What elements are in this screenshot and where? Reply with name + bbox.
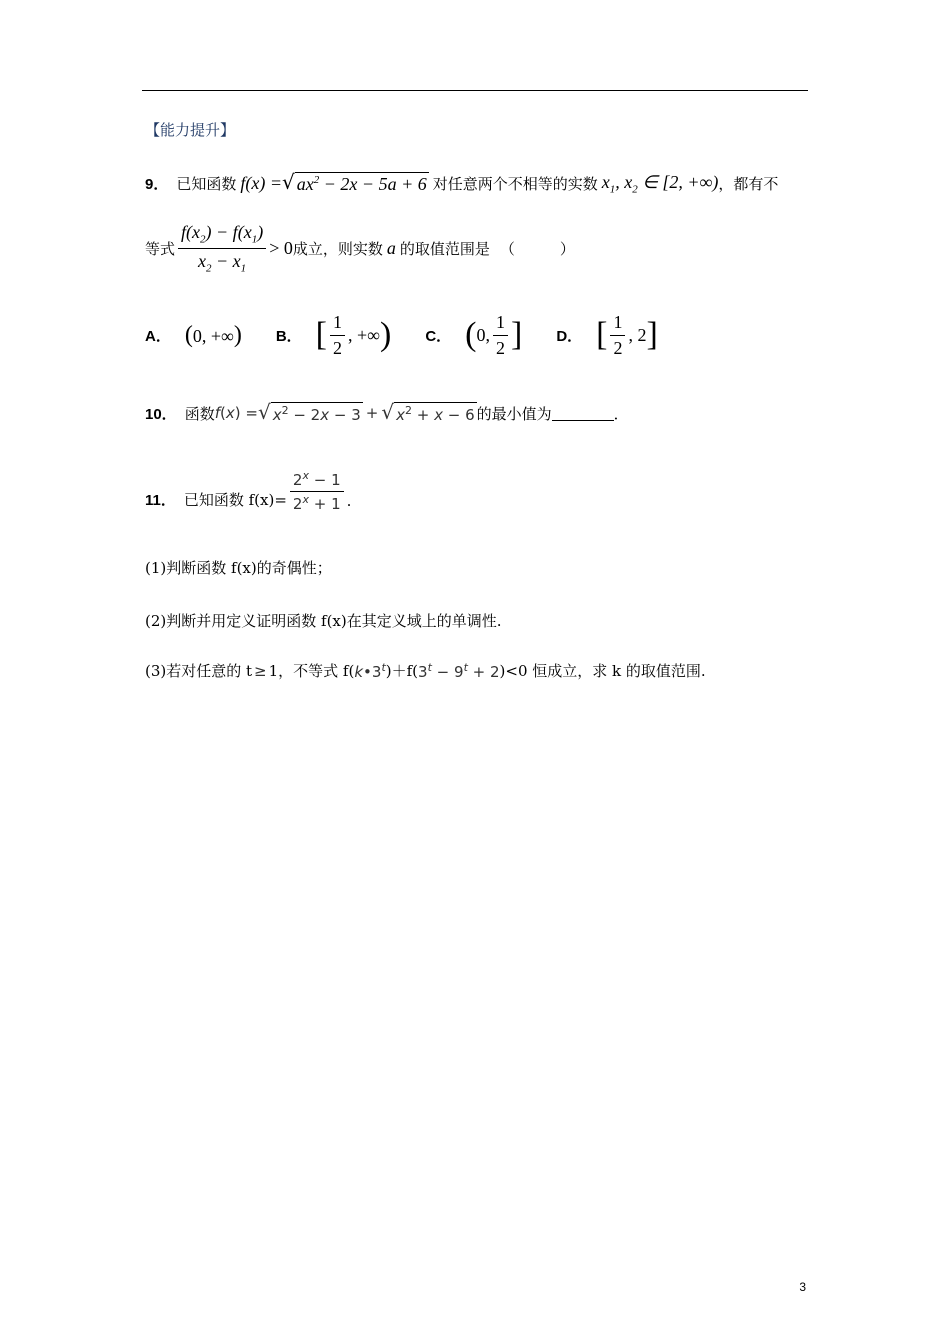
q9-sqrt: √ $ax^2 - 2x - 5a + 6$	[282, 170, 427, 195]
q11-part2: (2)判断并用定义证明函数 f(x)在其定义域上的单调性.	[145, 612, 502, 630]
q9-text-d: 等式	[145, 240, 176, 259]
q11-part3	[145, 660, 706, 681]
q11-part3-d: )<0 恒成立，求 k 的取值范围.	[499, 662, 706, 680]
q11-geq-symbol: ≥	[254, 661, 267, 680]
q11-part3-b: 1，不等式 f(	[268, 662, 355, 680]
q11-line	[145, 470, 351, 514]
q11-fraction: $\frac{2^x - 1}{2^x + 1}$	[290, 470, 344, 514]
option-c-math: ( 0, $\frac{1}{2}$ ]	[465, 312, 523, 358]
q9-function: f(x) =	[240, 173, 283, 194]
q9-text-c: ，都有不	[718, 175, 779, 194]
option-c-label: C．	[425, 327, 452, 345]
q9-answer-paren: （ ）	[499, 240, 575, 259]
q11-part1: (1)判断函数 f(x)的奇偶性；	[145, 559, 332, 577]
page-number: 3	[799, 1280, 806, 1294]
q9-line2	[145, 222, 575, 275]
q10-function: f(x) =	[214, 404, 258, 422]
q11-part3-c: )＋f(	[385, 662, 419, 680]
section-heading: 【能力提升】	[145, 121, 236, 139]
q9-gt-zero: > 0	[269, 238, 293, 259]
option-a-label: A．	[145, 327, 171, 345]
option-d-label: D．	[556, 327, 583, 345]
q9-text-a: 已知函数	[176, 175, 237, 194]
q10-text-end: ．	[613, 404, 629, 423]
option-d-math: [ $\frac{1}{2}$ , 2 ]	[596, 312, 658, 358]
q9-var-a: a	[386, 238, 396, 259]
q10-sqrt-2: √ $x^2 + x - 6$	[381, 400, 475, 424]
q10-text-a: 函数	[184, 404, 215, 423]
header-rule	[142, 90, 808, 91]
q11-part3-arg1: k•3$^t$	[354, 660, 386, 681]
option-a-math: (0, +∞)	[184, 322, 242, 349]
q11-text-a: 已知函数 f(x)=	[183, 490, 287, 509]
option-b-label: B．	[275, 327, 302, 345]
q9-fraction: $\frac{f(x_2) - f(x_1)}{x_2 - x_1}$	[178, 222, 266, 275]
q11-text-end: .	[346, 491, 352, 510]
option-b-math: [ $\frac{1}{2}$ , +∞ )	[315, 312, 392, 358]
q10-answer-blank	[552, 406, 614, 421]
q11-number: 11．	[145, 491, 176, 509]
q10-number: 10．	[145, 405, 177, 423]
q9-line1	[145, 172, 778, 196]
q9-text-e: 成立，则实数	[292, 240, 383, 259]
q11-part3-a: (3)若对任意的 t	[145, 662, 253, 680]
q10-line	[145, 402, 629, 424]
q9-text-f: 的取值范围是	[399, 240, 490, 259]
q11-part3-arg2: $3^t - 9^t + 2$	[418, 660, 500, 681]
q9-domain: $x_1$, $x_2$ ∈ [2, +∞)	[601, 172, 719, 196]
q9-options	[145, 312, 658, 358]
q10-text-b: 的最小值为	[476, 404, 552, 423]
q10-plus: +	[365, 404, 379, 422]
q10-sqrt-1: √ $x^2 - 2x - 3$	[257, 400, 361, 424]
q9-number: 9．	[145, 176, 169, 194]
q9-text-b: 对任意两个不相等的实数	[432, 175, 598, 194]
